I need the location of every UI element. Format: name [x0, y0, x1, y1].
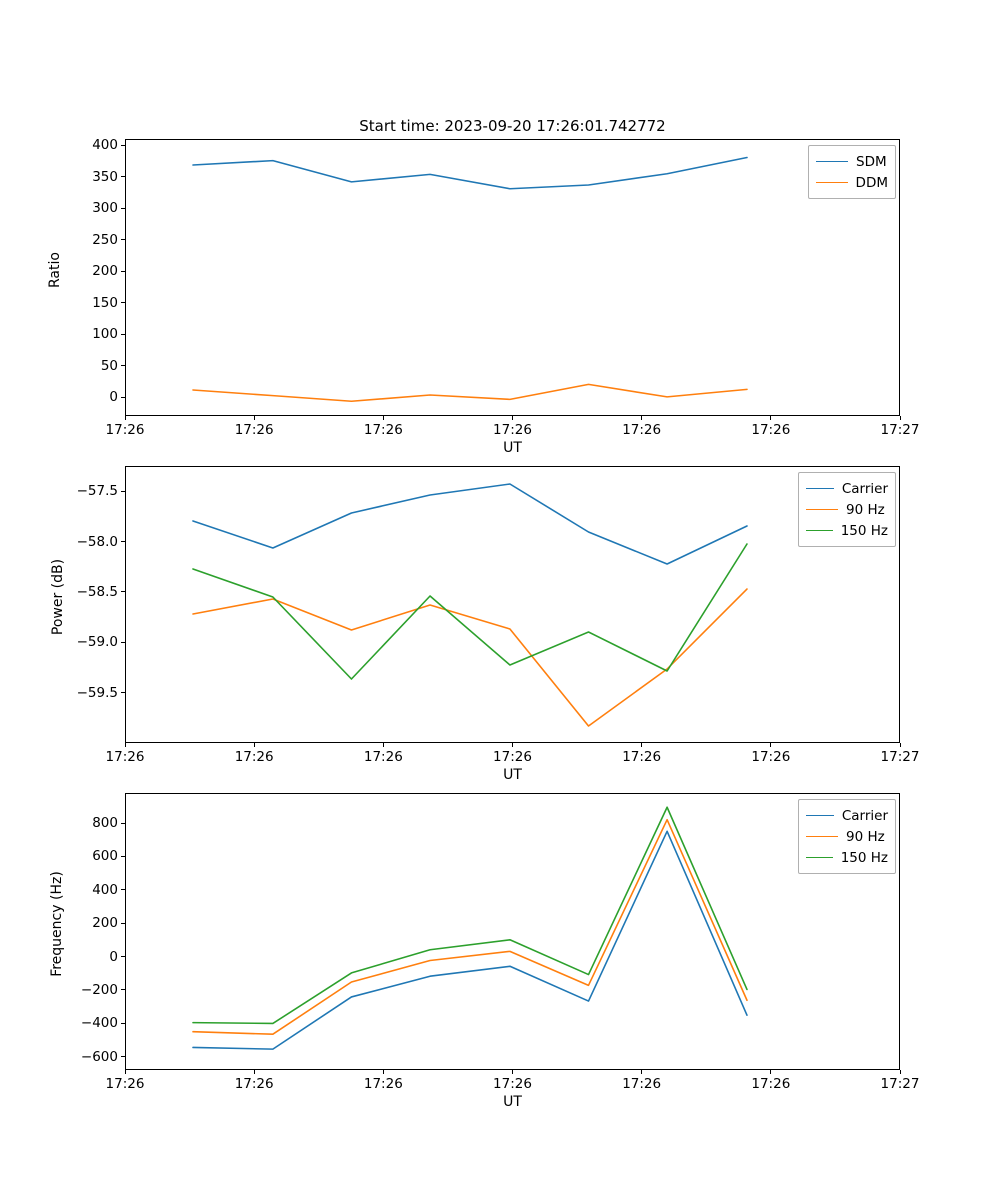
- x-tick-mark: [125, 416, 126, 420]
- y-tick-label: −58.5: [76, 583, 118, 600]
- y-tick-mark: [121, 989, 125, 990]
- series-line-90-hz: [193, 820, 747, 1035]
- y-tick-mark: [121, 692, 125, 693]
- x-tick-label: 17:26: [105, 749, 145, 765]
- x-tick-mark: [383, 743, 384, 747]
- legend-label: 150 Hz: [840, 522, 888, 539]
- series-line-ddm: [193, 384, 747, 401]
- x-tick-mark: [254, 1070, 255, 1074]
- x-tick-mark: [512, 416, 513, 420]
- x-tick-label: 17:26: [493, 749, 532, 765]
- x-tick-label: 17:26: [751, 1076, 791, 1092]
- x-tick-label: 17:26: [105, 422, 145, 438]
- x-axis-label-power: UT: [503, 767, 522, 783]
- x-tick-mark: [641, 416, 642, 420]
- series-line-150-hz: [193, 544, 747, 679]
- x-tick-label: 17:26: [622, 749, 662, 765]
- legend-power: [798, 472, 896, 547]
- y-tick-label: 0: [109, 948, 118, 965]
- x-tick-label: 17:27: [880, 422, 920, 438]
- y-tick-label: 400: [92, 881, 118, 898]
- legend-entry: [806, 826, 888, 847]
- y-tick-label: −200: [80, 981, 118, 998]
- legend-label: Carrier: [841, 480, 888, 497]
- y-tick-label: −58.0: [76, 533, 118, 550]
- legend-label: 90 Hz: [846, 828, 885, 845]
- y-tick-label: −57.5: [76, 483, 118, 500]
- y-tick-label: 350: [92, 168, 118, 185]
- legend-line-icon: [806, 836, 838, 837]
- x-tick-label: 17:27: [880, 749, 920, 765]
- plot-area-power: [125, 466, 900, 743]
- legend-label: 90 Hz: [846, 501, 885, 518]
- y-tick-mark: [121, 302, 125, 303]
- x-tick-label: 17:26: [363, 749, 403, 765]
- y-tick-label: 400: [92, 137, 118, 154]
- y-tick-mark: [121, 823, 125, 824]
- x-tick-label: 17:26: [234, 1076, 274, 1092]
- x-tick-mark: [770, 743, 771, 747]
- y-tick-mark: [121, 1023, 125, 1024]
- y-tick-mark: [121, 239, 125, 240]
- legend-entry: [816, 172, 888, 193]
- x-tick-label: 17:26: [363, 1076, 403, 1092]
- y-tick-label: 600: [92, 848, 118, 865]
- x-axis-label-ratio: UT: [503, 440, 522, 456]
- x-tick-label: 17:26: [363, 422, 403, 438]
- y-tick-label: −59.0: [76, 634, 118, 651]
- legend-entry: [806, 499, 888, 520]
- x-tick-mark: [125, 1070, 126, 1074]
- legend-line-icon: [806, 488, 834, 489]
- series-line-90-hz: [193, 589, 747, 726]
- legend-entry: [806, 847, 888, 868]
- legend-label: DDM: [855, 174, 888, 191]
- series-line-sdm: [193, 158, 747, 189]
- y-tick-mark: [121, 208, 125, 209]
- plot-area-frequency: [125, 793, 900, 1070]
- ratio-series-svg: [126, 140, 899, 415]
- x-tick-mark: [900, 1070, 901, 1074]
- x-tick-label: 17:26: [493, 422, 532, 438]
- figure-title: Start time: 2023-09-20 17:26:01.742772: [359, 117, 666, 135]
- x-tick-label: 17:26: [234, 422, 274, 438]
- series-line-carrier: [193, 484, 747, 564]
- x-axis-label-frequency: UT: [503, 1094, 522, 1110]
- legend-label: SDM: [856, 153, 887, 170]
- y-tick-mark: [121, 956, 125, 957]
- legend-entry: [806, 478, 888, 499]
- x-tick-mark: [900, 743, 901, 747]
- legend-line-icon: [806, 815, 834, 816]
- y-tick-mark: [121, 145, 125, 146]
- y-tick-label: −600: [80, 1048, 118, 1065]
- x-tick-mark: [125, 743, 126, 747]
- legend-line-icon: [806, 530, 833, 531]
- y-tick-mark: [121, 397, 125, 398]
- x-tick-label: 17:26: [105, 1076, 145, 1092]
- y-tick-mark: [121, 1056, 125, 1057]
- legend-entry: [806, 805, 888, 826]
- x-tick-label: 17:26: [493, 1076, 532, 1092]
- y-tick-label: 100: [92, 326, 118, 343]
- x-tick-mark: [770, 416, 771, 420]
- x-tick-mark: [512, 743, 513, 747]
- legend-label: 150 Hz: [840, 849, 888, 866]
- x-tick-mark: [383, 1070, 384, 1074]
- plot-area-ratio: [125, 139, 900, 416]
- y-tick-mark: [121, 541, 125, 542]
- x-tick-label: 17:26: [234, 749, 274, 765]
- y-tick-mark: [121, 365, 125, 366]
- legend-entry: [806, 520, 888, 541]
- power-series-svg: [126, 467, 899, 742]
- y-tick-label: 50: [100, 357, 118, 374]
- y-tick-mark: [121, 856, 125, 857]
- x-tick-label: 17:27: [880, 1076, 920, 1092]
- legend-entry: [816, 151, 888, 172]
- y-tick-label: −59.5: [76, 684, 118, 701]
- y-tick-mark: [121, 334, 125, 335]
- y-tick-mark: [121, 889, 125, 890]
- x-tick-mark: [641, 1070, 642, 1074]
- y-tick-label: 0: [109, 389, 118, 406]
- y-tick-mark: [121, 491, 125, 492]
- legend-ratio: [808, 145, 896, 199]
- x-tick-mark: [512, 1070, 513, 1074]
- y-axis-label-power: Power (dB): [50, 558, 66, 636]
- y-tick-mark: [121, 642, 125, 643]
- x-tick-mark: [254, 416, 255, 420]
- y-tick-label: 800: [92, 815, 118, 832]
- y-tick-mark: [121, 591, 125, 592]
- x-tick-label: 17:26: [622, 1076, 662, 1092]
- y-tick-mark: [121, 271, 125, 272]
- series-line-carrier: [193, 831, 747, 1049]
- y-tick-label: 300: [92, 200, 118, 217]
- legend-label: Carrier: [841, 807, 888, 824]
- x-tick-mark: [254, 743, 255, 747]
- y-tick-label: 200: [92, 915, 118, 932]
- y-axis-label-ratio: Ratio: [47, 252, 63, 288]
- legend-line-icon: [816, 161, 848, 162]
- x-tick-mark: [383, 416, 384, 420]
- legend-line-icon: [806, 509, 838, 510]
- x-tick-mark: [641, 743, 642, 747]
- x-tick-mark: [770, 1070, 771, 1074]
- y-tick-label: 250: [92, 231, 118, 248]
- y-tick-mark: [121, 176, 125, 177]
- y-tick-label: 150: [92, 294, 118, 311]
- x-tick-label: 17:26: [751, 749, 791, 765]
- legend-line-icon: [806, 857, 833, 858]
- y-tick-label: −400: [80, 1015, 118, 1032]
- y-axis-label-frequency: Frequency (Hz): [49, 871, 65, 977]
- y-tick-mark: [121, 923, 125, 924]
- x-tick-mark: [900, 416, 901, 420]
- x-tick-label: 17:26: [622, 422, 662, 438]
- x-tick-label: 17:26: [751, 422, 791, 438]
- y-tick-label: 200: [92, 263, 118, 280]
- legend-line-icon: [816, 182, 848, 183]
- frequency-series-svg: [126, 794, 899, 1069]
- legend-frequency: [798, 799, 896, 874]
